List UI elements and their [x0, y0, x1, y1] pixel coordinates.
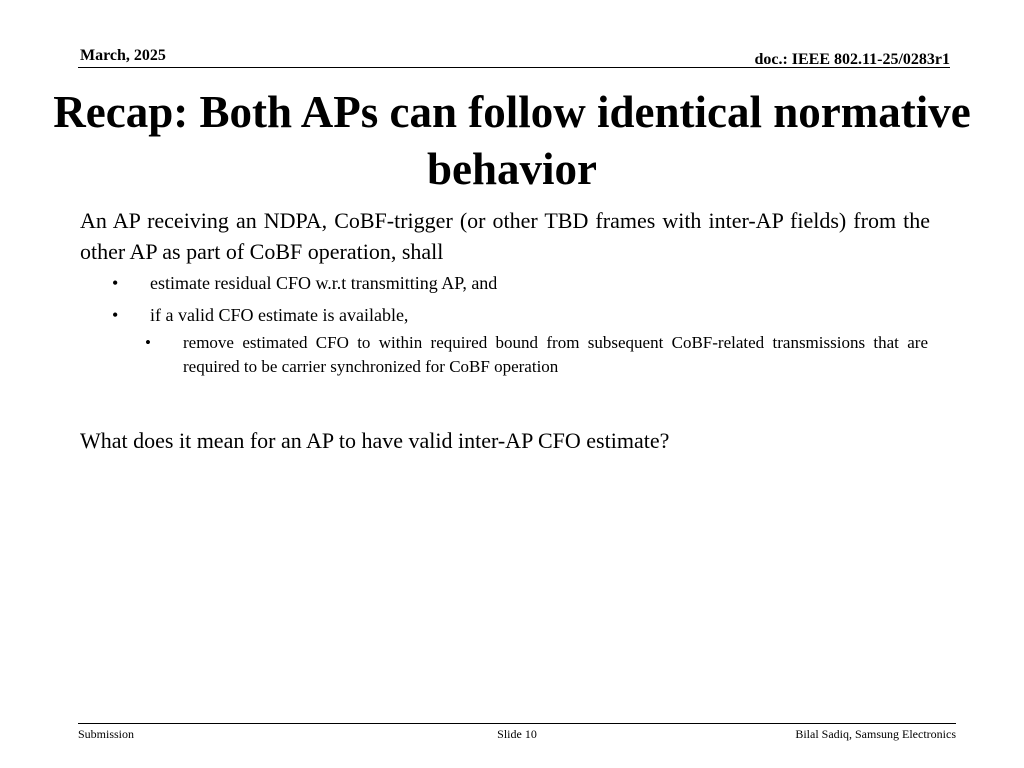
sub-bullet-item — [145, 331, 928, 379]
footer-submission: Submission — [78, 727, 135, 741]
bullet-item — [112, 303, 930, 327]
intro-paragraph: An AP receiving an NDPA, CoBF-trigger (or other TBD frames with inter-AP fields) from the other AP as part of CoBF operation, shall — [80, 208, 930, 264]
footer-slide-number: Slide 10 — [497, 727, 537, 741]
bullet-item — [112, 271, 930, 295]
footer-divider — [78, 723, 956, 724]
question-text: What does it mean for an AP to have valid inter-AP CFO estimate? — [80, 428, 670, 453]
header-date: March, 2025 — [80, 47, 166, 64]
header-doc-id: doc.: IEEE 802.11-25/0283r1 — [754, 51, 950, 68]
footer-author: Bilal Sadiq, Samsung Electronics — [795, 727, 956, 741]
bullet-text: estimate residual CFO w.r.t transmitting AP, and — [150, 273, 498, 293]
bullet-dot: • — [112, 305, 119, 325]
bullet-text: if a valid CFO estimate is available, — [150, 305, 409, 325]
slide-title: Recap: Both APs can follow identical normative behavior — [53, 87, 971, 194]
sub-bullet-text: remove estimated CFO to within required bound from subsequent CoBF-related transmissions that are required to be carrier synchronized for CoBF operation — [183, 333, 928, 376]
header-divider — [78, 67, 950, 68]
bullet-dot: • — [145, 333, 151, 352]
bullet-dot: • — [112, 273, 119, 293]
